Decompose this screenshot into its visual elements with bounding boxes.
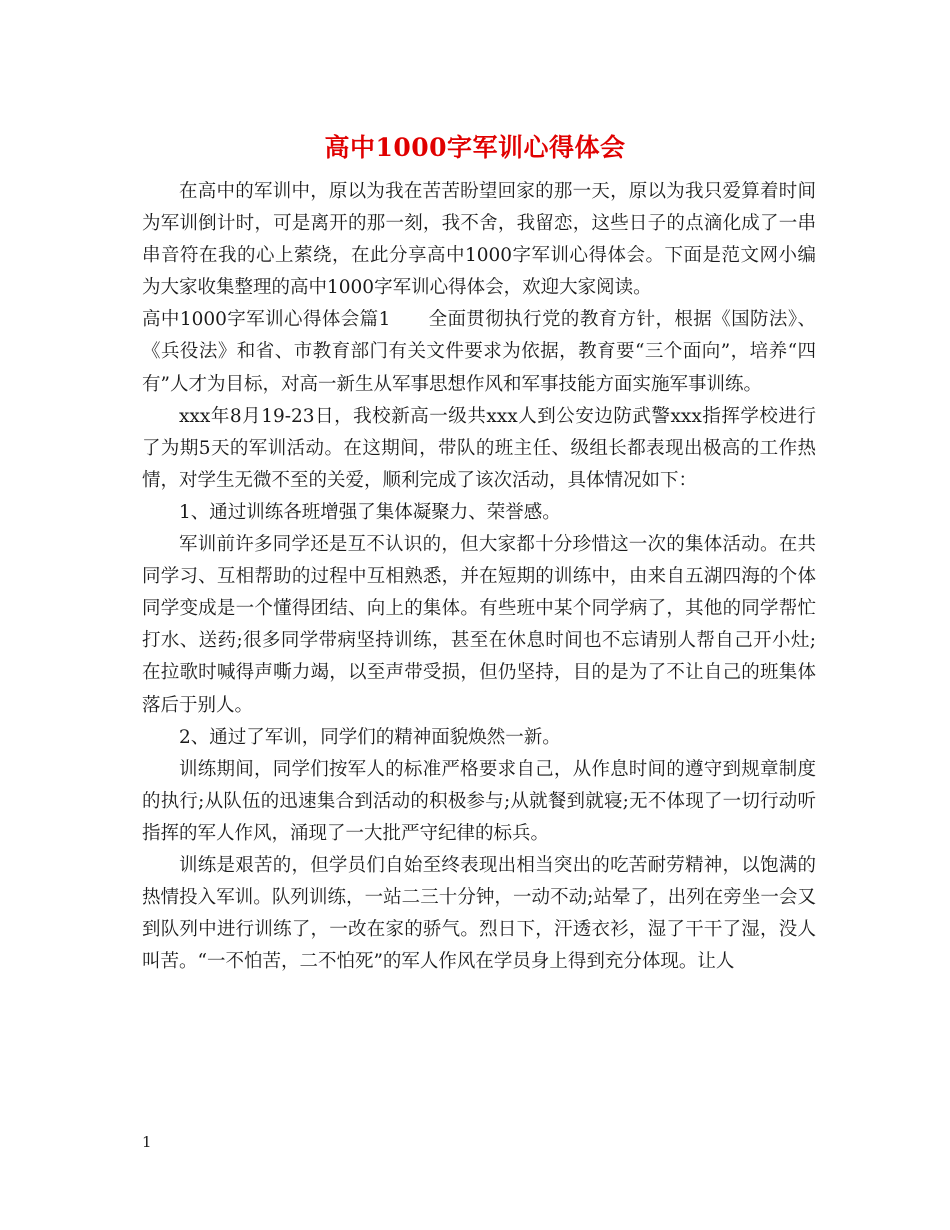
paragraph: 军训前许多同学还是互不认识的，但大家都十分珍惜这一次的集体活动。在共同学习、互相帮助的过程中互相熟悉，并在短期的训练中，由来自五湖四海的个体同学变成是一个懂得团结、向上的集体。有些班中某个同学病了，其他的同学帮忙打水、送药;很多同学带病坚持训练，甚至在休息时间也不忘请别人帮自己开小灶;在拉歌时喊得声嘶力竭，以至声带受损，但仍坚持，目的是为了不让自己的班集体落后于别人。 — [142, 534, 816, 716]
paragraph: 训练期间，同学们按军人的标准严格要求自己，从作息时间的遵守到规章制度的执行;从队伍的迅速集合到活动的积极参与;从就餐到就寝;无不体现了一切行动听指挥的军人作风，涌现了一大批严守纪律的标兵。 — [142, 758, 816, 844]
page-number: 1 — [142, 1133, 152, 1151]
document-body — [142, 176, 816, 978]
paragraph: 在高中的军训中，原以为我在苦苦盼望回家的那一天，原以为我只爱算着时间为军训倒计时，可是离开的那一刻，我不舍，我留恋，这些日子的点滴化成了一串串音符在我的心上萦绕，在此分享高中1000字军训心得体会。下面是范文网小编为大家收集整理的高中1000字军训心得体会，欢迎大家阅读。 — [142, 181, 816, 299]
paragraph: 2、通过了军训，同学们的精神面貌焕然一新。 — [179, 726, 561, 748]
paragraph: xxx年8月19-23日，我校新高一级共xxx人到公安边防武警xxx指挥学校进行了为期5天的军训活动。在这期间，带队的班主任、级组长都表现出极高的工作热情，对学生无微不至的关爱，顺利完成了该次活动，具体情况如下： — [142, 405, 816, 491]
paragraph: 训练是艰苦的，但学员们自始至终表现出相当突出的吃苦耐劳精神，以饱满的热情投入军训。队列训练，一站二三十分钟，一动不动;站晕了，出列在旁坐一会又到队列中进行训练了，一改在家的骄气。烈日下，汗透衣衫，湿了干干了湿，没人叫苦。“一不怕苦，二不怕死”的军人作风在学员身上得到充分体现。让人 — [142, 854, 816, 973]
document-title: 高中1000字军训心得体会 — [324, 133, 626, 162]
paragraph: 高中1000字军训心得体会篇1 全面贯彻执行党的教育方针，根据《国防法》、《兵役法》和省、市教育部门有关文件要求为依据，教育要“三个面向”，培养“四有”人才为目标，对高一新生从军事思想作风和军事技能方面实施军事训练。 — [142, 309, 816, 395]
paragraph: 1、通过训练各班增强了集体凝聚力、荣誉感。 — [179, 501, 561, 523]
